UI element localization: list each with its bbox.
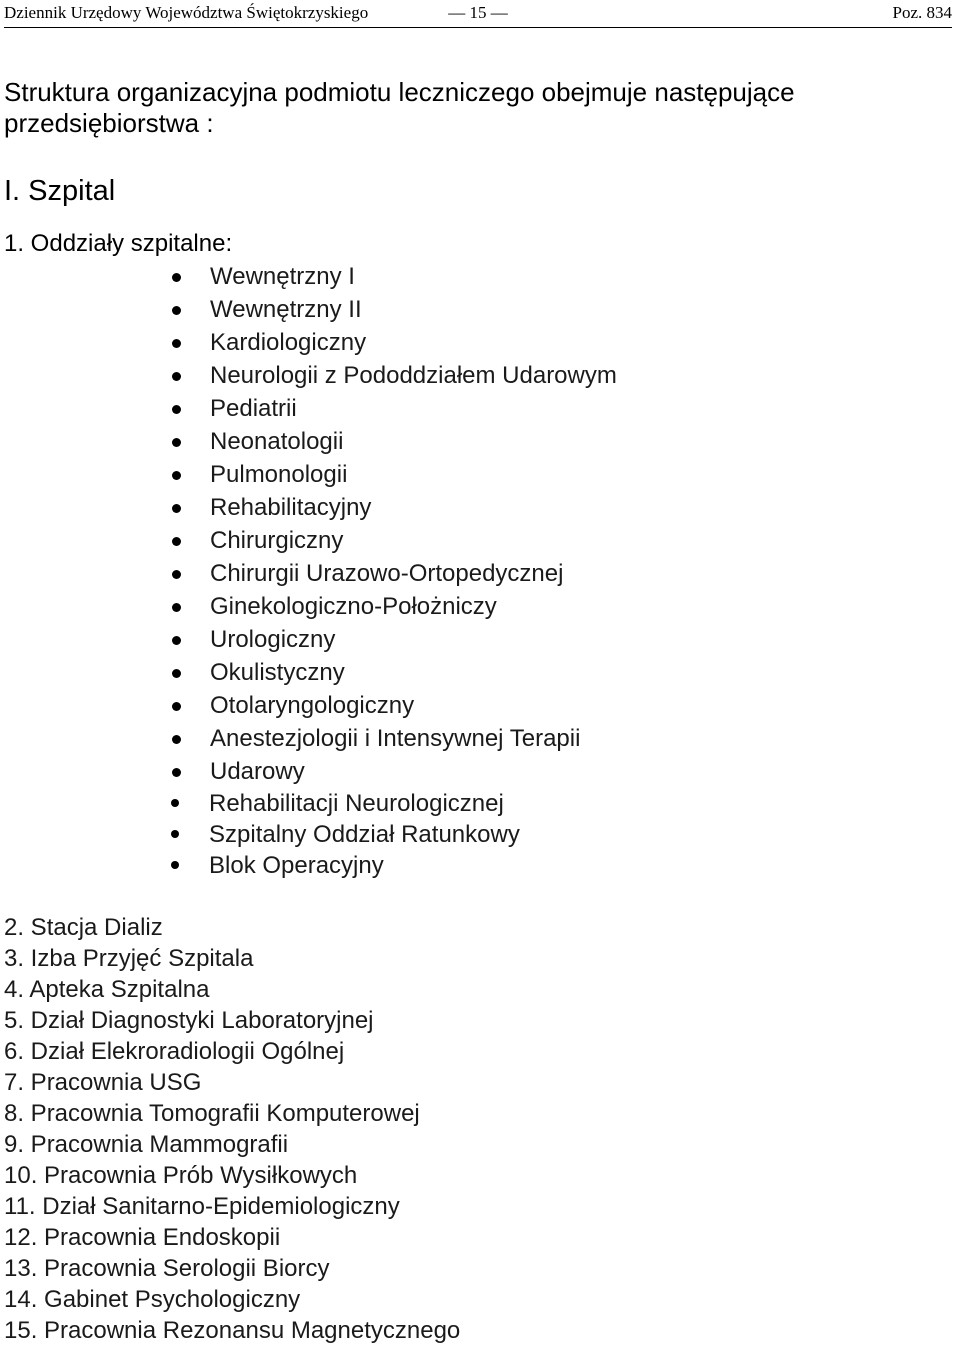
bullet-icon [171, 861, 179, 869]
ward-label: Ginekologiczno-Położniczy [210, 593, 497, 620]
list-item: 11. Dział Sanitarno-Epidemiologiczny [4, 1193, 400, 1220]
page-number: — 15 — [448, 3, 508, 22]
ward-label: Chirurgii Urazowo-Ortopedycznej [210, 560, 564, 587]
bullet-icon [172, 735, 181, 744]
ward-label: Anestezjologii i Intensywnej Terapii [210, 725, 581, 752]
ward-label: Pulmonologii [210, 461, 348, 488]
ward-label: Pediatrii [210, 395, 297, 422]
list-item: 3. Izba Przyjęć Szpitala [4, 945, 254, 972]
list-item: 5. Dział Diagnostyki Laboratoryjnej [4, 1007, 374, 1034]
list-item: 9. Pracownia Mammografii [4, 1131, 289, 1158]
ward-label: Urologiczny [210, 626, 336, 653]
ward-label: Okulistyczny [210, 659, 345, 686]
bullet-icon [172, 504, 181, 513]
list-item: 2. Stacja Dializ [4, 914, 163, 941]
list-item: 12. Pracownia Endoskopii [4, 1224, 281, 1251]
bullet-icon [171, 799, 179, 807]
ward-label: Neonatologii [210, 428, 344, 455]
list-item: 14. Gabinet Psychologiczny [4, 1286, 301, 1313]
bullet-icon [172, 372, 181, 381]
list-item: 8. Pracownia Tomografii Komputerowej [4, 1100, 420, 1127]
bullet-icon [172, 306, 181, 315]
bullet-icon [172, 636, 181, 645]
bullet-icon [172, 405, 181, 414]
bullet-icon [171, 830, 179, 838]
bullet-icon [172, 669, 181, 678]
list-item: 6. Dział Elekroradiologii Ogólnej [4, 1038, 345, 1065]
bullet-icon [172, 537, 181, 546]
ward-label: Rehabilitacyjny [210, 494, 372, 521]
list-item: 4. Apteka Szpitalna [4, 976, 210, 1003]
position-number: Poz. 834 [892, 3, 952, 22]
unit-list [4, 912, 460, 1346]
intro-paragraph: Struktura organizacyjna podmiotu leczniczego obejmuje następujące przedsiębiorstwa : [4, 77, 795, 138]
list-item: 15. Pracownia Rezonansu Magnetycznego [4, 1317, 461, 1344]
ward-label: Szpitalny Oddział Ratunkowy [209, 821, 520, 848]
bullet-icon [172, 702, 181, 711]
bullet-icon [172, 273, 181, 282]
running-header [4, 0, 952, 28]
ward-label: Wewnętrzny I [210, 263, 355, 290]
ward-label: Otolaryngologiczny [210, 692, 415, 719]
list-item: 13. Pracownia Serologii Biorcy [4, 1255, 330, 1282]
list-item: 10. Pracownia Prób Wysiłkowych [4, 1162, 358, 1189]
bullet-icon [172, 768, 181, 777]
ward-label: Chirurgiczny [210, 527, 344, 554]
ward-label: Kardiologiczny [210, 329, 367, 356]
section-title: I. Szpital [4, 175, 116, 207]
bullet-icon [172, 471, 181, 480]
bullet-icon [172, 438, 181, 447]
ward-label: Blok Operacyjny [209, 852, 384, 879]
bullet-icon [172, 603, 181, 612]
list-item: 7. Pracownia USG [4, 1069, 202, 1096]
ward-label: Rehabilitacji Neurologicznej [209, 790, 504, 817]
ward-label: Wewnętrzny II [210, 296, 362, 323]
ward-label: Neurologii z Pododdziałem Udarowym [210, 362, 617, 389]
journal-title: Dziennik Urzędowy Województwa Świętokrzyskiego [4, 3, 369, 22]
bullet-icon [172, 339, 181, 348]
ward-label: Udarowy [210, 758, 305, 785]
bullet-icon [172, 570, 181, 579]
wards-title: 1. Oddziały szpitalne: [4, 230, 233, 257]
